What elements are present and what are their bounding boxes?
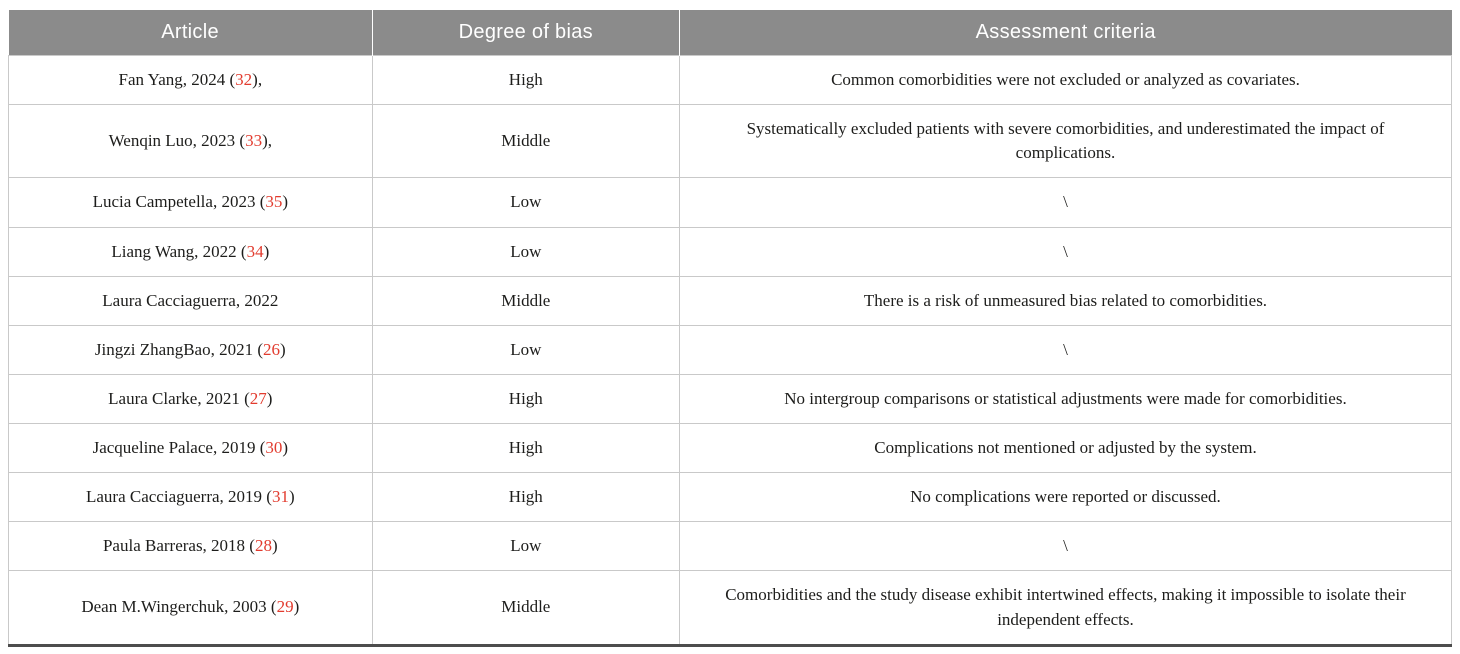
table-row	[9, 473, 1452, 522]
table-row	[9, 227, 1452, 276]
article-text: Laura Cacciaguerra, 2022	[102, 290, 279, 310]
article-text-suffix: )	[282, 438, 289, 457]
article-text: Laura Clarke, 2021 (	[108, 388, 250, 408]
criteria-cell: Systematically excluded patients with severe comorbidities, and underestimated the impact of complications.	[679, 105, 1451, 178]
article-cell	[9, 571, 373, 645]
citation-link[interactable]: 31	[271, 487, 289, 507]
article-text-suffix: )	[263, 241, 270, 261]
column-header-assessment-criteria: Assessment criteria	[679, 10, 1451, 56]
table-row	[9, 178, 1452, 227]
table-row	[9, 424, 1452, 473]
bias-cell: High	[372, 424, 679, 473]
article-cell	[9, 522, 373, 571]
criteria-cell: Common comorbidities were not excluded or analyzed as covariates.	[679, 56, 1451, 105]
column-header-article: Article	[9, 10, 373, 56]
citation-link[interactable]: 29	[276, 597, 294, 617]
criteria-cell: There is a risk of unmeasured bias related to comorbidities.	[679, 276, 1451, 325]
bias-assessment-table	[8, 10, 1452, 647]
citation-link[interactable]: 34	[246, 241, 264, 261]
article-text-suffix: )	[280, 339, 286, 359]
article-text-suffix: ),	[252, 70, 263, 89]
article-text-suffix: )	[282, 192, 289, 212]
citation-link[interactable]: 30	[265, 438, 283, 457]
article-text: Lucia Campetella, 2023 (	[92, 192, 266, 212]
citation-link[interactable]: 32	[235, 70, 253, 89]
article-text: Fan Yang, 2024 (	[118, 70, 236, 89]
article-cell	[9, 325, 373, 374]
criteria-cell: No complications were reported or discussed.	[679, 473, 1451, 522]
article-text-suffix: )	[293, 597, 300, 617]
article-cell	[9, 473, 373, 522]
table-row	[9, 571, 1452, 645]
bias-cell: Low	[372, 178, 679, 227]
bias-cell: Low	[372, 522, 679, 571]
bias-cell: High	[372, 473, 679, 522]
bias-cell: High	[372, 374, 679, 423]
criteria-cell: \	[679, 178, 1451, 227]
citation-link[interactable]: 26	[263, 339, 281, 359]
article-text: Laura Cacciaguerra, 2019 (	[85, 487, 272, 507]
article-cell	[9, 276, 373, 325]
bias-cell: Middle	[372, 105, 679, 178]
article-cell	[9, 227, 373, 276]
citation-link[interactable]: 27	[249, 388, 267, 408]
article-text-suffix: )	[271, 536, 278, 556]
article-text: Jacqueline Palace, 2019 (	[92, 438, 266, 457]
article-cell	[9, 424, 373, 473]
article-text: Liang Wang, 2022 (	[111, 241, 247, 261]
citation-link[interactable]: 35	[265, 192, 283, 212]
citation-link[interactable]: 28	[254, 536, 272, 556]
bias-cell: Middle	[372, 276, 679, 325]
table-row	[9, 56, 1452, 105]
table-header-row	[9, 10, 1452, 56]
table-row	[9, 374, 1452, 423]
article-cell	[9, 56, 373, 105]
criteria-cell: Comorbidities and the study disease exhibit intertwined effects, making it impossible to isolate their independent effects.	[679, 571, 1451, 645]
table-row	[9, 325, 1452, 374]
bias-cell: Middle	[372, 571, 679, 645]
table-row	[9, 276, 1452, 325]
criteria-cell: \	[679, 325, 1451, 374]
article-text: Dean M.Wingerchuk, 2003 (	[81, 597, 277, 617]
column-header-degree-of-bias: Degree of bias	[372, 10, 679, 56]
table-body	[9, 56, 1452, 646]
article-text: Paula Barreras, 2018 (	[102, 536, 255, 556]
bias-cell: Low	[372, 227, 679, 276]
criteria-cell: Complications not mentioned or adjusted by the system.	[679, 424, 1451, 473]
article-cell	[9, 374, 373, 423]
bias-cell: Low	[372, 325, 679, 374]
criteria-cell: \	[679, 522, 1451, 571]
article-text-suffix: )	[288, 487, 295, 507]
table-row	[9, 105, 1452, 178]
article-text: Jingzi ZhangBao, 2021 (	[94, 339, 264, 359]
citation-link[interactable]: 33	[245, 131, 263, 151]
bias-cell: High	[372, 56, 679, 105]
criteria-cell: \	[679, 227, 1451, 276]
criteria-cell: No intergroup comparisons or statistical adjustments were made for comorbidities.	[679, 374, 1451, 423]
article-cell	[9, 178, 373, 227]
article-text: Wenqin Luo, 2023 (	[108, 131, 246, 151]
article-text-suffix: )	[266, 388, 273, 408]
article-cell	[9, 105, 373, 178]
article-text-suffix: ),	[262, 131, 273, 151]
table-row	[9, 522, 1452, 571]
